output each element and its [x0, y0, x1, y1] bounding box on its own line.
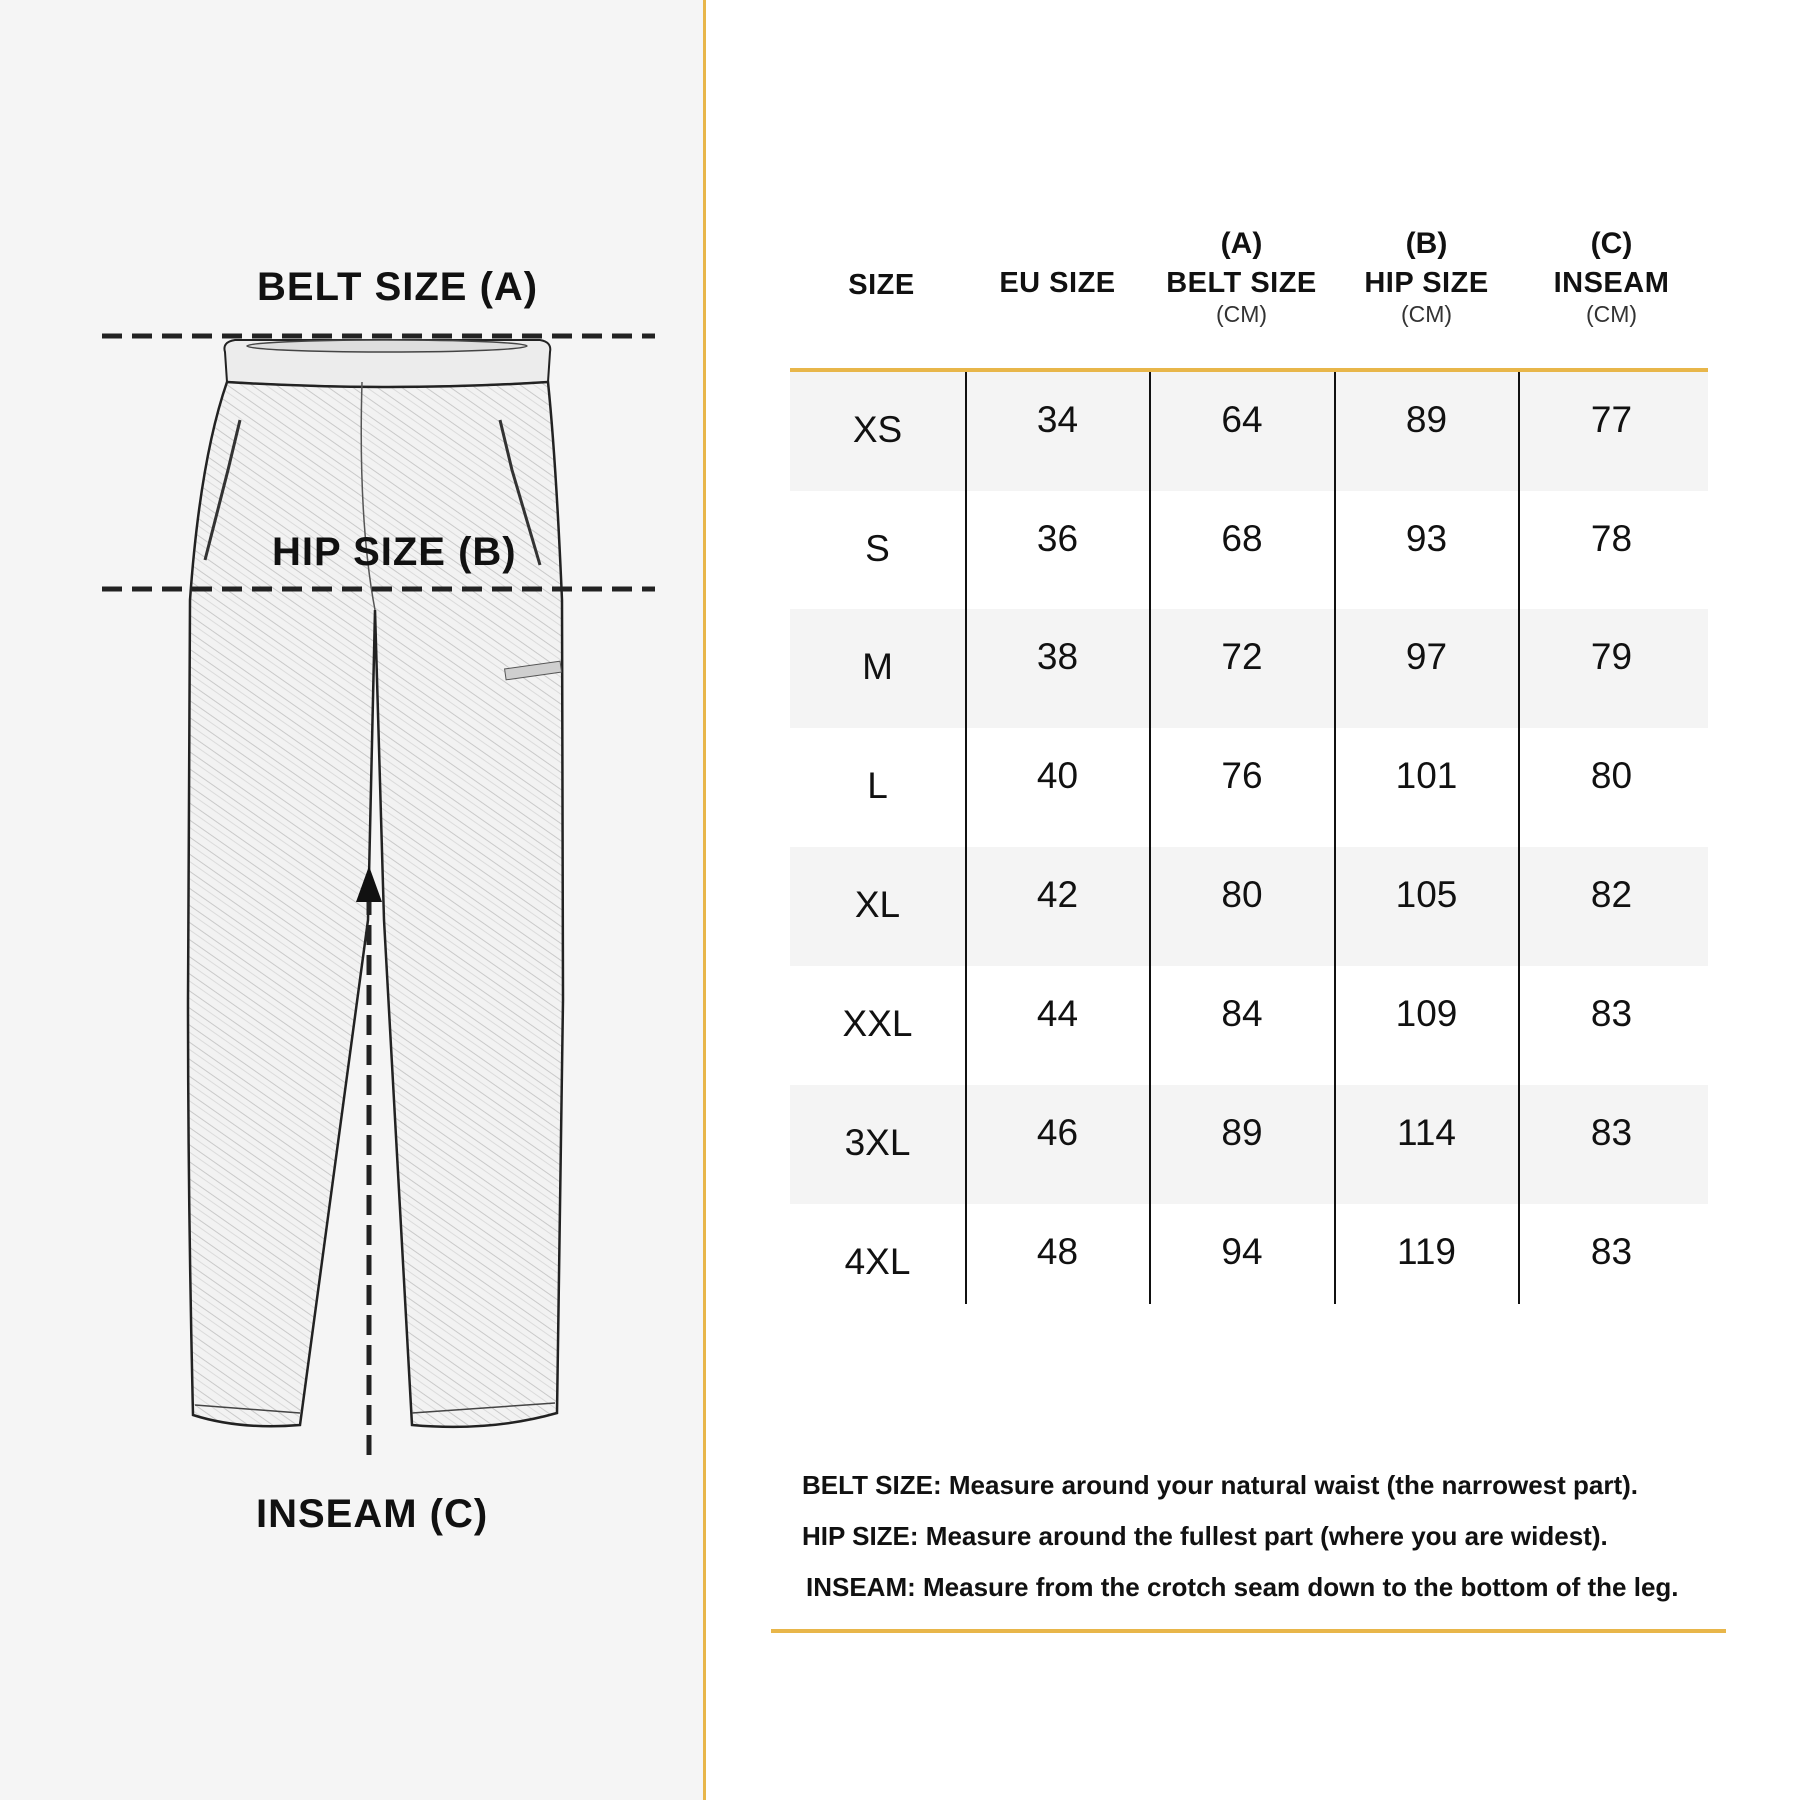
table-row — [790, 491, 1708, 610]
cell-eu: 38 — [1036, 636, 1079, 677]
column-divider — [1334, 372, 1336, 1304]
cell-hip: 97 — [1405, 636, 1448, 677]
cell-hip: 93 — [1405, 518, 1448, 559]
belt-size-label: BELT SIZE (A) — [257, 265, 539, 309]
cell-eu: 46 — [1036, 1112, 1079, 1153]
note-belt-size: BELT SIZE: Measure around your natural waist (the narrowest part). — [802, 1470, 1638, 1500]
table-row — [790, 966, 1708, 1085]
cell-hip: 89 — [1405, 399, 1448, 440]
header-inseam: (C) INSEAM (CM) — [1553, 227, 1670, 327]
cell-inseam: 79 — [1590, 636, 1633, 677]
table-row — [790, 847, 1708, 966]
cell-hip: 119 — [1397, 1231, 1456, 1272]
table-row — [790, 1204, 1708, 1323]
header-size: SIZE — [848, 269, 915, 301]
cell-inseam: 78 — [1590, 518, 1633, 559]
cell-inseam: 77 — [1590, 399, 1633, 440]
cell-hip: 101 — [1395, 755, 1458, 796]
table-row — [790, 728, 1708, 847]
hip-size-label: HIP SIZE (B) — [272, 530, 517, 574]
note-inseam: INSEAM: Measure from the crotch seam down to the bottom of the leg. — [806, 1572, 1679, 1602]
cell-size: 3XL — [844, 1122, 911, 1163]
table-row — [790, 372, 1708, 491]
cell-eu: 40 — [1036, 755, 1079, 796]
cell-hip: 109 — [1395, 993, 1458, 1034]
cell-size: M — [862, 646, 893, 687]
cell-belt: 64 — [1221, 399, 1263, 440]
cell-hip: 114 — [1397, 1112, 1456, 1153]
cell-inseam: 83 — [1590, 1112, 1633, 1153]
cell-belt: 80 — [1221, 874, 1263, 915]
cell-size: XXL — [842, 1003, 913, 1044]
column-divider — [1149, 372, 1151, 1304]
cell-eu: 34 — [1036, 399, 1079, 440]
notes-bottom-rule — [771, 1629, 1726, 1633]
note-hip-size: HIP SIZE: Measure around the fullest part (where you are widest). — [802, 1521, 1608, 1551]
cell-eu: 42 — [1036, 874, 1079, 915]
inseam-label: INSEAM (C) — [256, 1492, 489, 1536]
table-row — [790, 1085, 1708, 1204]
cell-belt: 76 — [1221, 755, 1263, 796]
table-row — [790, 609, 1708, 728]
cell-eu: 36 — [1036, 518, 1079, 559]
cell-belt: 68 — [1221, 518, 1263, 559]
cell-hip: 105 — [1395, 874, 1458, 915]
cell-inseam: 83 — [1590, 993, 1633, 1034]
cell-size: S — [865, 528, 890, 569]
panel-divider — [703, 0, 706, 1800]
cell-eu: 44 — [1036, 993, 1079, 1034]
header-hip-size: (B) HIP SIZE (CM) — [1364, 227, 1489, 327]
cell-size: XL — [854, 884, 901, 925]
cell-belt: 89 — [1221, 1112, 1263, 1153]
cell-eu: 48 — [1036, 1231, 1079, 1272]
cell-belt: 72 — [1221, 636, 1263, 677]
cell-size: L — [867, 765, 888, 806]
cell-size: 4XL — [844, 1241, 911, 1282]
cell-belt: 84 — [1221, 993, 1263, 1034]
header-belt-size: (A) BELT SIZE (CM) — [1166, 227, 1317, 327]
header-eu-size: EU SIZE — [999, 267, 1116, 299]
cell-inseam: 82 — [1590, 874, 1633, 915]
cell-inseam: 80 — [1590, 755, 1633, 796]
cell-belt: 94 — [1221, 1231, 1263, 1272]
column-divider — [1518, 372, 1520, 1304]
cell-inseam: 83 — [1590, 1231, 1633, 1272]
cell-size: XS — [852, 409, 903, 450]
column-divider — [965, 372, 967, 1304]
